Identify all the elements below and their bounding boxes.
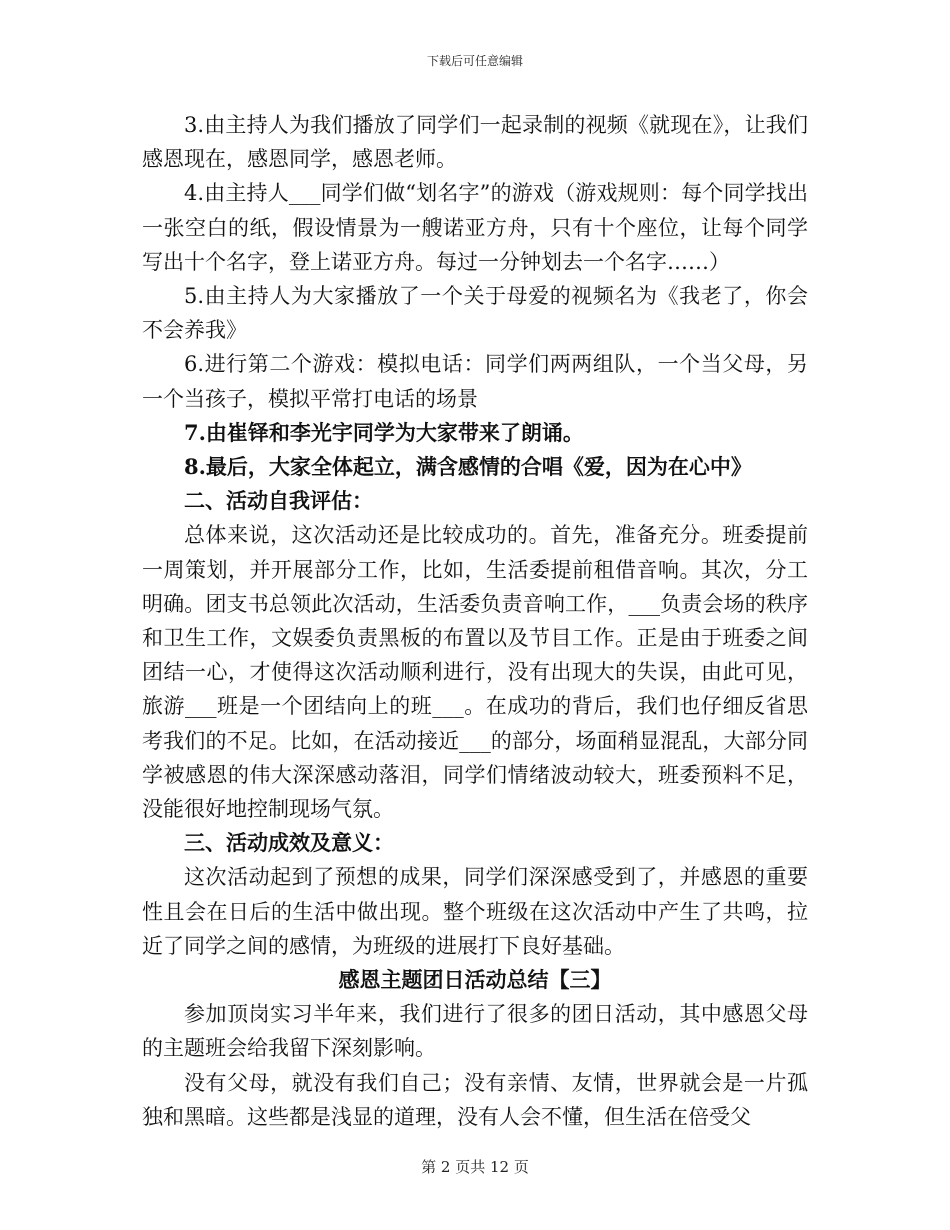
list-item-6: 6.进行第二个游戏：模拟电话：同学们两两组队，一个当父母，另一个当孩子，模拟平常打电话的场景 (142, 352, 808, 411)
part-3-paragraph-2: 没有父母，就没有我们自己；没有亲情、友情，世界就会是一片孤独和黑暗。这些都是浅显的道理，没有人会不懂，但生活在倍受父 (142, 1070, 808, 1129)
list-item-8: 8.最后，大家全体起立，满含感情的合唱《爱，因为在心中》 (184, 454, 752, 480)
section-3-heading: 三、活动成效及意义： (184, 830, 394, 856)
list-item-3: 3.由主持人为我们播放了同学们一起录制的视频《就现在》，让我们感恩现在，感恩同学，感恩老师。 (142, 113, 808, 172)
page-footer: 第 2 页共 12 页 (421, 1158, 529, 1176)
part-3-title: 感恩主题团日活动总结【三】 (338, 967, 612, 993)
list-item-4: 4.由主持人___同学们做“划名字”的游戏（游戏规则：每个同学找出一张空白的纸，假设情景为一艘诺亚方舟，只有十个座位，让每个同学写出十个名字，登上诺亚方舟。每过一分钟划去一个名字……） (142, 181, 808, 274)
page-header: 下载后可任意编辑 (426, 54, 523, 68)
section-3-body: 这次活动起到了预想的成果，同学们深深感受到了，并感恩的重要性且会在日后的生活中做出现。整个班级在这次活动中产生了共鸣，拉近了同学之间的感情，为班级的进展打下良好基础。 (142, 865, 808, 958)
list-item-7: 7.由崔铎和李光宇同学为大家带来了朗诵。 (184, 419, 584, 445)
section-2-heading: 二、活动自我评估： (184, 488, 373, 514)
document-body (142, 108, 808, 1134)
list-item-5: 5.由主持人为大家播放了一个关于母爱的视频名为《我老了，你会不会养我》 (142, 284, 808, 343)
part-3-paragraph-1: 参加顶岗实习半年来，我们进行了很多的团日活动，其中感恩父母的主题班会给我留下深刻影响。 (142, 1002, 808, 1061)
section-2-body: 总体来说，这次活动还是比较成功的。首先，准备充分。班委提前一周策划，并开展部分工作，比如，生活委提前租借音响。其次，分工明确。团支书总领此次活动，生活委负责音响工作，___负责会场的秩序和卫生工作，文娱委负责黑板的布置以及节目工作。正是由于班委之间团结一心，才使得这次活动顺利进行，没有出现大的失误，由此可见，旅游___班是一个团结向上的班___。在成功的背后，我们也仔细反省思考我们的不足。比如，在活动接近___的部分，场面稍显混乱，大部分同学被感恩的伟大深深感动落泪，同学们情绪波动较大，班委预料不足，没能很好地控制现场气氛。 (142, 523, 808, 822)
